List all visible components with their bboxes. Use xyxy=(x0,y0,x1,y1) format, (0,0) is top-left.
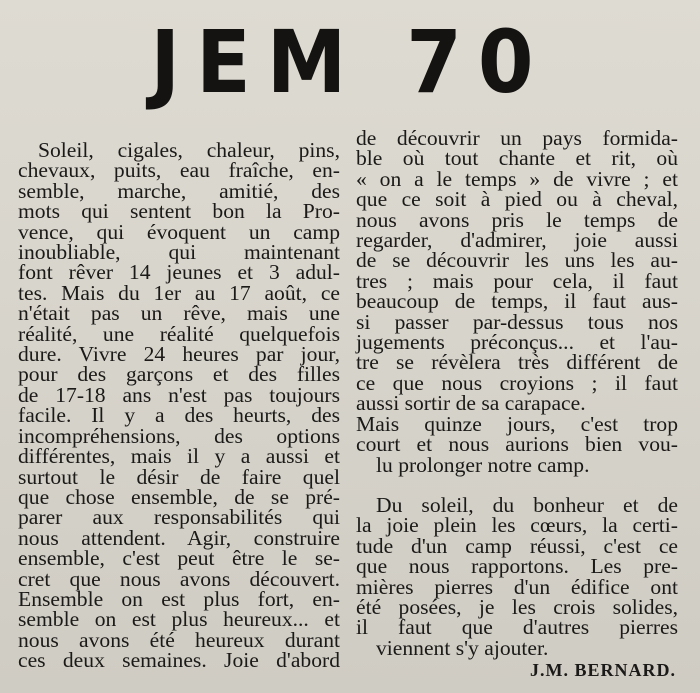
text-line: tre se révèlera très différent de xyxy=(356,350,678,375)
text-line: pour des garçons et des filles xyxy=(18,362,340,387)
text-line: nous avons pris le temps de xyxy=(356,207,678,232)
text-line: nous avons été heureux durant xyxy=(18,627,340,652)
text-line: semble on est plus heureux... et xyxy=(18,607,340,632)
text-line: parer aux responsabilités qui xyxy=(18,505,340,530)
text-line: ce que nous croyions ; il faut xyxy=(356,370,678,395)
text-line: regarder, d'admirer, joie aussi xyxy=(356,228,678,253)
text-line: aussi sortir de sa carapace. xyxy=(356,391,586,416)
text-line: nous attendent. Agir, construire xyxy=(18,525,340,550)
text-line: que nous rapportons. Les pre- xyxy=(356,554,678,579)
text-line: Mais quinze jours, c'est trop xyxy=(356,411,678,436)
text-line: vence, qui évoquent un camp xyxy=(18,219,340,244)
text-line: différentes, mais il y a aussi et xyxy=(18,444,340,469)
text-line: beaucoup de temps, il faut aus- xyxy=(356,289,678,314)
text-line: cret que nous avons découvert. xyxy=(18,566,340,591)
text-line: ensemble, c'est peut être le se- xyxy=(18,546,340,571)
text-line: inoubliable, qui maintenant xyxy=(18,240,340,265)
author-signature: J.M. BERNARD. xyxy=(530,660,676,681)
text-line: il faut que d'autres pierres xyxy=(356,615,678,640)
text-line: Ensemble on est plus fort, en- xyxy=(18,586,340,611)
text-line: dure. Vivre 24 heures par jour, xyxy=(18,342,340,367)
text-line: que chose ensemble, de se pré- xyxy=(18,484,340,509)
text-line: jugements préconçus... et l'au- xyxy=(356,330,678,355)
text-line: ces deux semaines. Joie d'abord xyxy=(18,648,340,673)
text-line: semble, marche, amitié, des xyxy=(18,178,340,203)
text-line: la joie plein les cœurs, la certi- xyxy=(356,513,678,538)
text-line: si passer par-dessus tous nos xyxy=(356,309,678,334)
right-paragraph-1 xyxy=(356,128,678,475)
text-line: de découvrir un pays formida- xyxy=(356,126,678,150)
left-column xyxy=(18,140,340,671)
right-paragraph-2 xyxy=(356,492,678,660)
text-line: incompréhensions, des options xyxy=(18,423,340,448)
text-line: de 17-18 ans n'est pas toujours xyxy=(18,382,340,407)
text-line: court et nous aurions bien vou- xyxy=(356,432,678,457)
text-line: que ce soit à pied ou à cheval, xyxy=(356,187,678,212)
text-line: mots qui sentent bon la Pro- xyxy=(18,199,340,224)
text-line: de se découvrir les uns les au- xyxy=(356,248,678,273)
text-line: réalité, une réalité quelquefois xyxy=(18,321,340,346)
text-line: surtout le désir de faire quel xyxy=(18,464,340,489)
text-line: été posées, je les crois solides, xyxy=(356,594,678,619)
text-line: viennent s'y ajouter. xyxy=(376,635,549,660)
left-paragraph xyxy=(18,140,340,671)
text-line: chevaux, puits, eau fraîche, en- xyxy=(18,158,340,183)
text-line: n'était pas un rêve, mais une xyxy=(18,301,340,326)
text-line: « on a le temps » de vivre ; et xyxy=(356,166,678,191)
text-line: facile. Il y a des heurts, des xyxy=(18,403,340,428)
text-line: Soleil, cigales, chaleur, pins, xyxy=(38,138,340,162)
right-column xyxy=(356,128,678,681)
text-line: mières pierres d'un édifice ont xyxy=(356,574,678,599)
text-line: tude d'un camp réussi, c'est ce xyxy=(356,533,678,558)
text-line: Du soleil, du bonheur et de xyxy=(376,492,678,517)
text-line: lu prolonger notre camp. xyxy=(376,452,590,477)
text-line: tres ; mais pour cela, il faut xyxy=(356,268,678,293)
text-line: ble où tout chante et rit, où xyxy=(356,146,678,171)
article-title: JEM 70 xyxy=(150,12,550,113)
text-line: font rêver 14 jeunes et 3 adul- xyxy=(18,260,340,285)
text-line: tes. Mais du 1er au 17 août, ce xyxy=(18,280,340,305)
